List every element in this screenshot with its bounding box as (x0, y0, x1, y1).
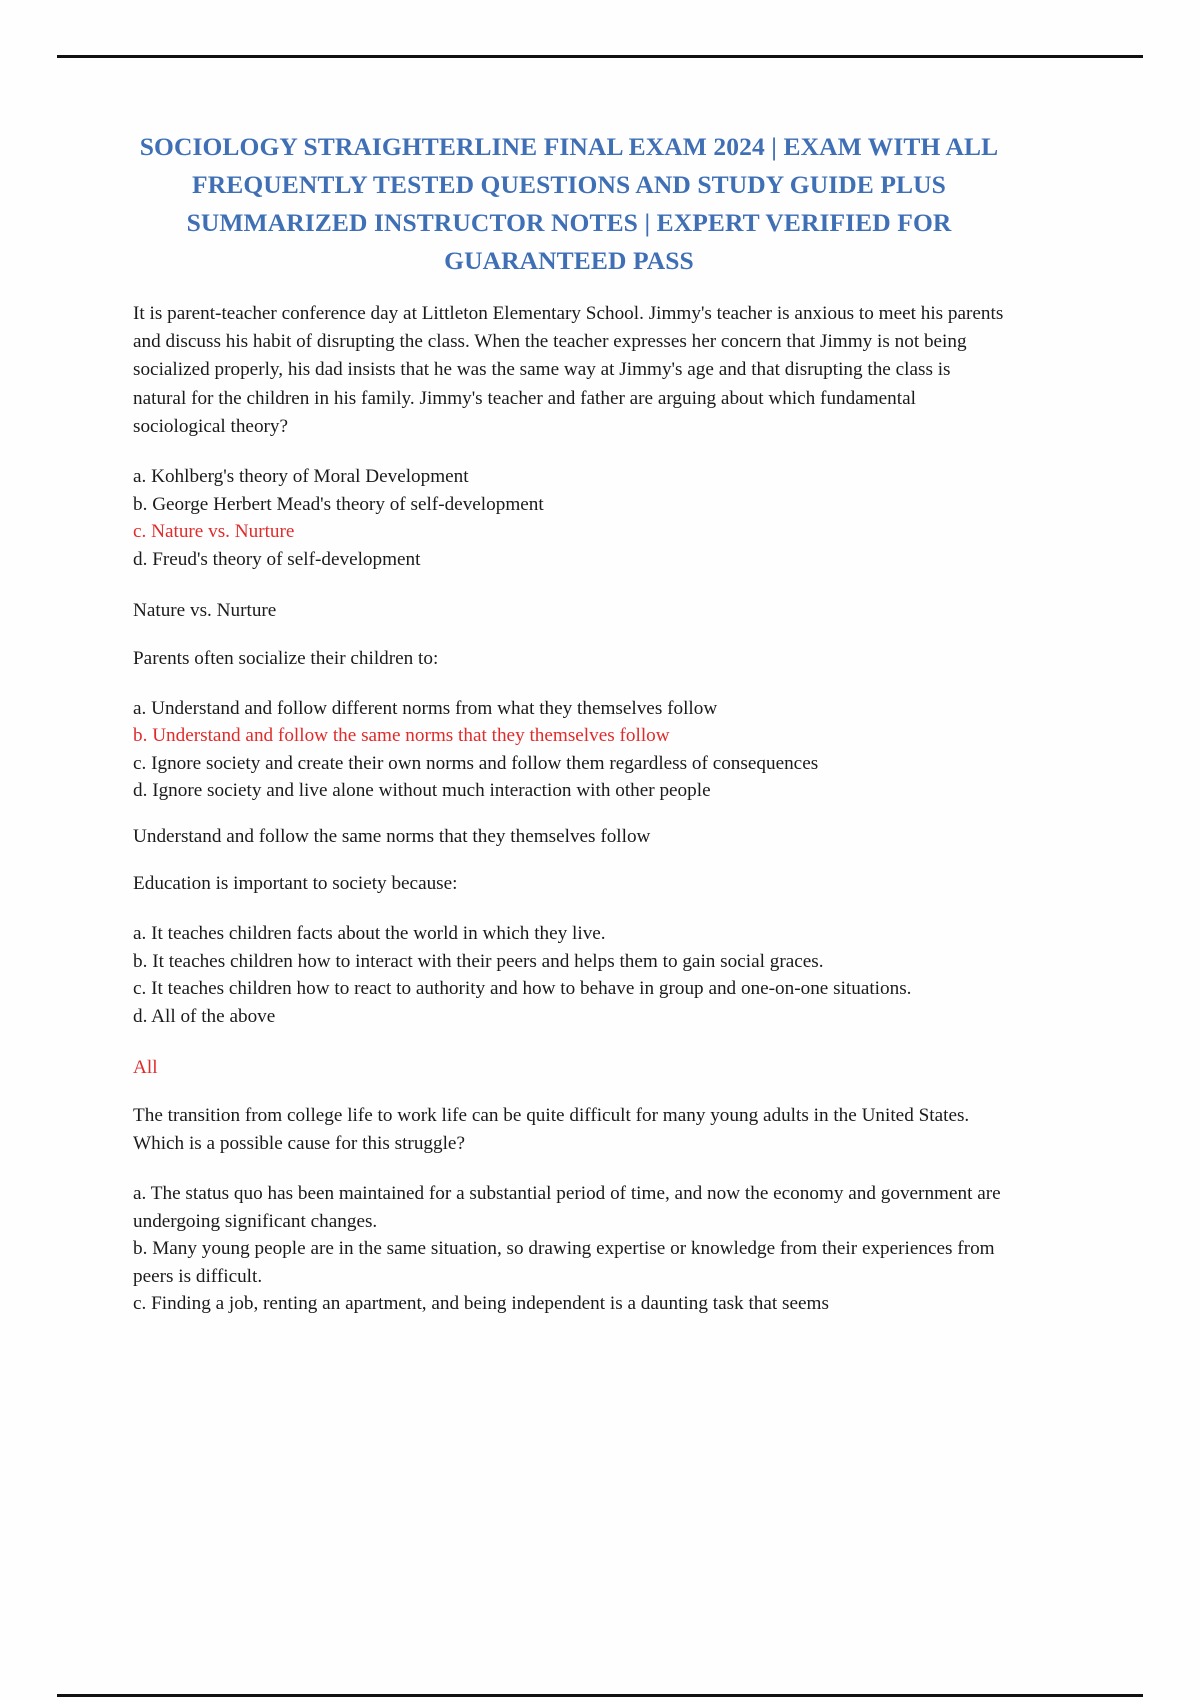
option-item[interactable]: c. Finding a job, renting an apartment, and being independent is a daunting task that seems (133, 1293, 829, 1315)
question-stem: Parents often socialize their children to: (133, 647, 439, 669)
option-item[interactable]: a. Understand and follow different norms from what they themselves follow (133, 697, 718, 719)
question-stem: It is parent-teacher conference day at Littleton Elementary School. Jimmy's teacher is anxious to meet his parents and discuss his habit of disrupting the class. When the teacher expresses her concern that Jimmy is not being socialized properly, his dad insists that he was the same way at Jimmy's age and that disrupting the class is natural for the children in his family. Jimmy's teacher and father are arguing about which fundamental sociological theory? (133, 303, 1004, 437)
option-item[interactable]: a. The status quo has been maintained for a substantial period of time, and now the economy and government are undergoing significant changes. (133, 1183, 1001, 1232)
question-block (133, 870, 1005, 1082)
option-item-correct[interactable]: c. Nature vs. Nurture (133, 521, 295, 543)
option-item[interactable]: c. Ignore society and create their own norms and follow them regardless of consequences (133, 752, 819, 774)
question-block (133, 1102, 1005, 1318)
option-list (133, 695, 1005, 805)
option-item[interactable]: d. All of the above (133, 1005, 276, 1027)
document-content (133, 128, 1005, 1318)
page-top-rule (57, 55, 1143, 58)
option-item[interactable]: a. Kohlberg's theory of Moral Development (133, 466, 469, 488)
option-list (133, 920, 1005, 1030)
answer-text: All (133, 1057, 158, 1079)
option-item[interactable]: d. Ignore society and live alone without much interaction with other people (133, 780, 711, 802)
option-list (133, 463, 1005, 573)
option-item[interactable]: b. George Herbert Mead's theory of self-development (133, 493, 544, 515)
option-item[interactable]: c. It teaches children how to react to authority and how to behave in group and one-on-one situations. (133, 978, 912, 1000)
option-item[interactable]: d. Freud's theory of self-development (133, 548, 421, 570)
option-list (133, 1180, 1005, 1318)
question-stem: The transition from college life to work life can be quite difficult for many young adults in the United States. Which is a possible cause for this struggle? (133, 1104, 970, 1155)
question-stem: Education is important to society because: (133, 873, 458, 895)
question-block (133, 645, 1005, 851)
option-item[interactable]: a. It teaches children facts about the world in which they live. (133, 923, 606, 945)
option-item[interactable]: b. Many young people are in the same situation, so drawing expertise or knowledge from their experiences from peers is difficult. (133, 1238, 995, 1287)
question-block (133, 300, 1005, 625)
page-title: SOCIOLOGY STRAIGHTERLINE FINAL EXAM 2024 | EXAM WITH ALL FREQUENTLY TESTED QUESTIONS AND STUDY GUIDE PLUS SUMMARIZED INSTRUCTOR NOTES | EXPERT VERIFIED FOR GUARANTEED PASS (139, 132, 999, 275)
answer-text: Nature vs. Nurture (133, 600, 277, 622)
page-bottom-rule (57, 1694, 1143, 1697)
option-item-correct[interactable]: b. Understand and follow the same norms that they themselves follow (133, 725, 670, 747)
answer-text: Understand and follow the same norms that they themselves follow (133, 825, 651, 847)
option-item[interactable]: b. It teaches children how to interact with their peers and helps them to gain social graces. (133, 950, 824, 972)
